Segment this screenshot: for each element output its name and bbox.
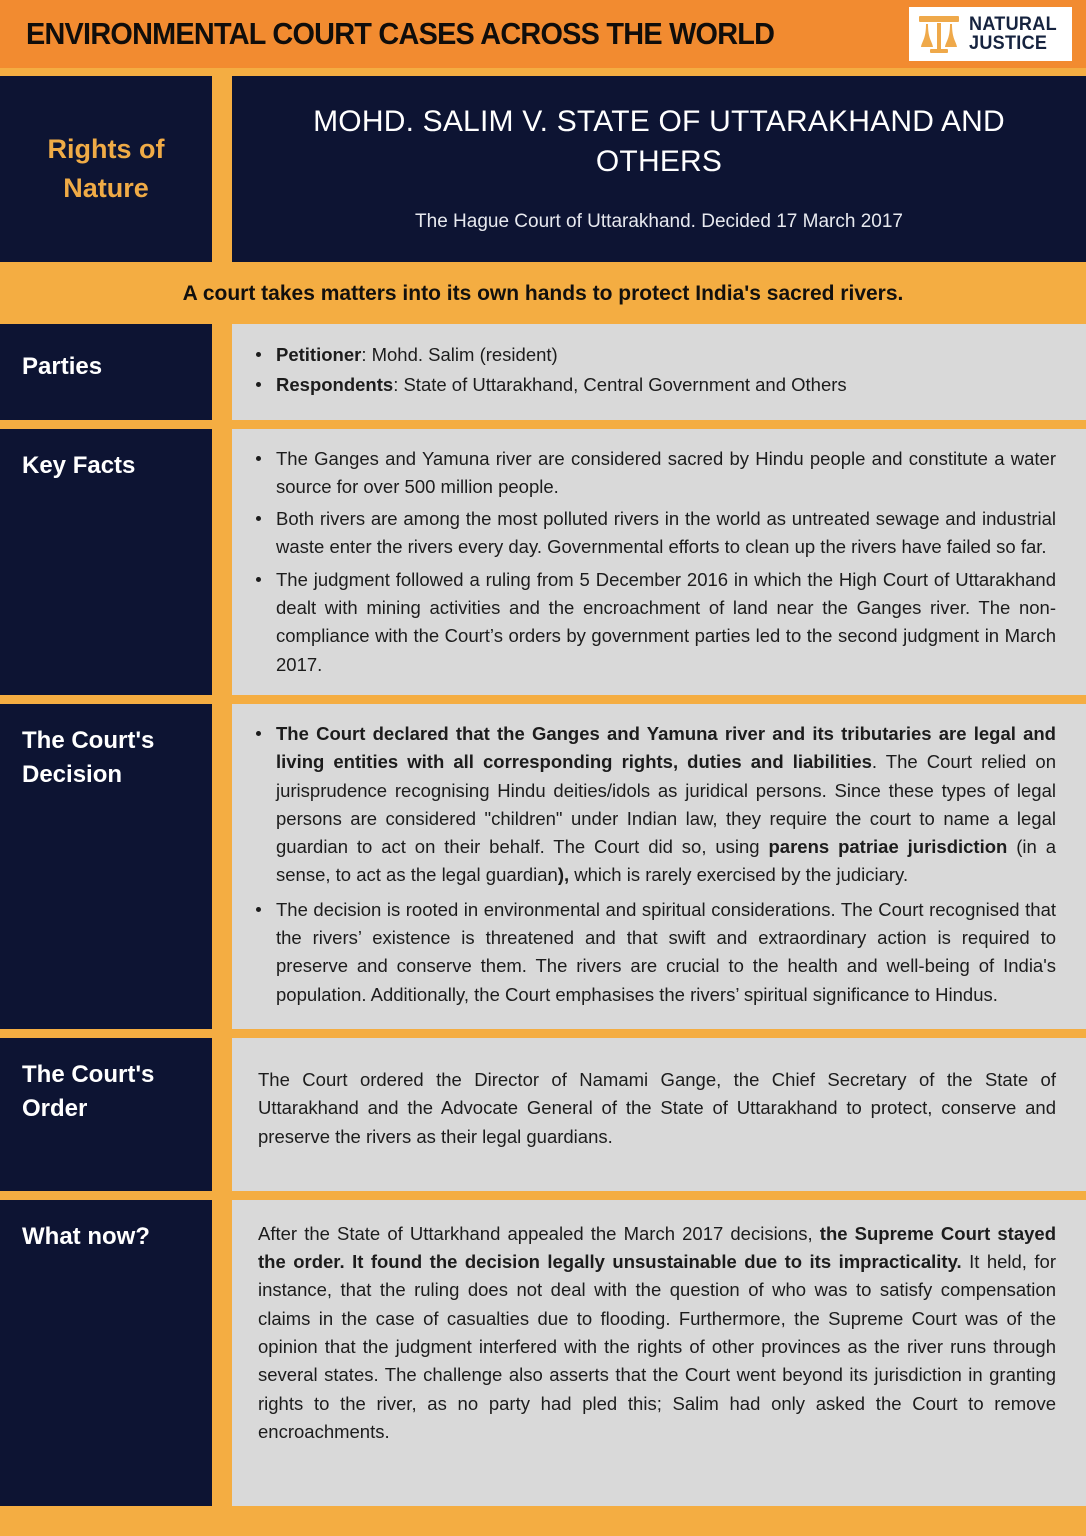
natural-justice-logo [909,7,1072,61]
list-item: Petitioner: Mohd. Salim (resident) [250,341,1056,369]
bullet-list [250,341,1056,400]
section-parties [0,324,1086,420]
case-title: MOHD. SALIM V. STATE OF UTTARAKHAND AND OTHERS [313,105,1005,178]
case-header [0,68,1086,262]
sections-container [0,324,1086,1506]
section-label-keyfacts: Key Facts [0,429,212,695]
list-item: Respondents: State of Uttarakhand, Central Government and Others [250,371,1056,399]
bullet-list [250,445,1056,679]
list-item: The Ganges and Yamuna river are considered sacred by Hindu people and constitute a water source for over 500 million people. [250,445,1056,502]
section-label-order: The Court's Order [0,1038,212,1191]
case-category-label: Rights of Nature [47,133,165,203]
section-body-keyfacts [232,429,1086,695]
list-item: The decision is rooted in environmental and spiritual considerations. The Court recognised that the rivers’ existence is threatened and that swift and extraordinary action is required to preserve and conserve them. The rivers are crucial to the health and well-being of India's population. Additionally, the Court emphasises the rivers’ spiritual significance to Hindus. [250,896,1056,1009]
logo-line-1: NATURAL [969,13,1058,35]
section-body-parties [232,324,1086,420]
case-tagline: A court takes matters into its own hands to protect India's sacred rivers. [0,262,1086,324]
section-decision [0,704,1086,1029]
case-court-and-date: The Hague Court of Uttarakhand. Decided 17 March 2017 [415,211,903,233]
section-whatnow [0,1200,1086,1506]
page-title: ENVIRONMENTAL COURT CASES ACROSS THE WORLD [26,16,775,51]
section-body-order [232,1038,1086,1191]
section-label-whatnow: What now? [0,1200,212,1506]
section-label-parties: Parties [0,324,212,420]
section-body-whatnow [232,1200,1086,1506]
list-item: The judgment followed a ruling from 5 December 2016 in which the High Court of Uttarakhand dealt with mining activities and the encroachment of land near the Ganges river. The non-compliance with the Court’s orders by government parties led to the second judgment in March 2017. [250,566,1056,679]
section-label-decision: The Court's Decision [0,704,212,1029]
section-keyfacts [0,429,1086,695]
logo-wordmark [969,15,1062,54]
case-category-panel [0,76,212,262]
list-item: Both rivers are among the most polluted rivers in the world as untreated sewage and industrial waste enter the rivers every day. Governmental efforts to clean up the rivers have failed so far. [250,505,1056,562]
paragraph: The Court ordered the Director of Namami Gange, the Chief Secretary of the State of Uttarakhand and the Advocate General of the State of Uttarakhand to protect, conserve and preserve the rivers as their legal guardians. [258,1068,1056,1147]
section-order [0,1038,1086,1191]
page-header [0,0,1086,68]
logo-line-2: JUSTICE [969,33,1048,54]
list-item: The Court declared that the Ganges and Yamuna river and its tributaries are legal and living entities with all corresponding rights, duties and liabilities. The Court relied on jurisprudence recognising Hindu deities/idols as juridical persons. Since these types of legal persons are considered "children" under Indian law, they require the court to name a legal guardian to act on their behalf. The Court did so, using parens patriae jurisdiction (in a sense, to act as the legal guardian), which is rarely exercised by the judiciary. [250,720,1056,890]
pillar-scales-icon [917,13,961,55]
paragraph: After the State of Uttarkhand appealed the March 2017 decisions, the Supreme Court stayed the order. It found the decision legally unsustainable due to its impracticality. It held, for instance, that the ruling does not deal with the question of who was to satisfy compensation claims in the case of casualties due to flooding. Furthermore, the Supreme Court was of the opinion that the judgment interfered with the rights of other provinces as the river runs through several states. The challenge also asserts that the Court went beyond its jurisdiction in granting rights to the river, as no party had pled this; Salim had only asked the Court to remove encroachments. [258,1222,1056,1442]
case-title-panel [232,76,1086,262]
bullet-list [250,720,1056,1009]
section-body-decision [232,704,1086,1029]
